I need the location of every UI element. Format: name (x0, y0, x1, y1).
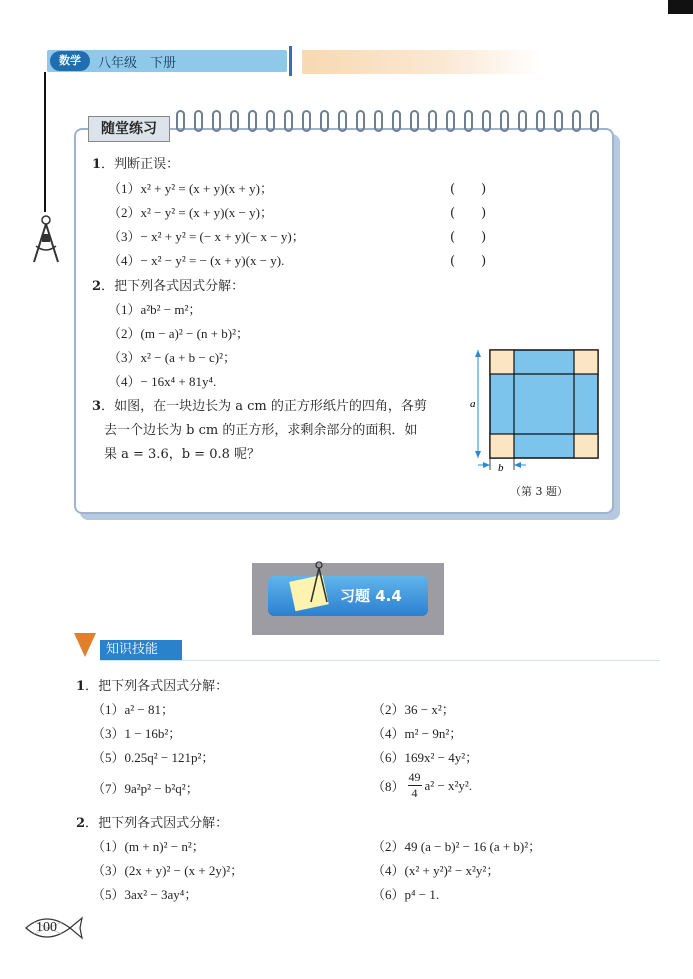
q3-line: 果 a = 3.6，b = 0.8 呢？ (104, 447, 261, 462)
figure-corner (574, 350, 598, 374)
compass-icon (306, 560, 332, 606)
spiral-ring (554, 110, 563, 132)
spiral-ring (446, 110, 455, 132)
spiral-ring (410, 110, 419, 132)
exercise-item: （3）(2x + y)² − (x + 2y)²； (92, 863, 244, 878)
spiral-ring (302, 110, 311, 132)
spiral-ring (572, 110, 581, 132)
spiral-ring (536, 110, 545, 132)
exercise-item: （5）3ax² − 3ay⁴； (92, 887, 198, 902)
exercise-item: （7）9a²p² − b²q²； (92, 781, 199, 796)
spiral-ring (374, 110, 383, 132)
question-number: 1 (92, 157, 102, 172)
spiral-ring (392, 110, 401, 132)
exercise-item: （8） 49 4 a² − x²y². (372, 770, 473, 800)
margin-line (44, 72, 46, 212)
figure-corner (490, 350, 514, 374)
spiral-ring (230, 110, 239, 132)
exercise-item: （3）1 − 16b²； (92, 726, 182, 741)
exercise-q1: 1．把下列各式因式分解： (76, 679, 229, 694)
question-number: 2 (92, 279, 102, 294)
question-stem: 把下列各式因式分解： (114, 279, 245, 294)
exercise-item: （1）(m + n)² − n²； (92, 839, 205, 854)
answer-parens: ( ) (450, 182, 487, 197)
answer-parens: ( ) (450, 230, 487, 245)
grade-label: 八年级 下册 (98, 56, 177, 71)
spiral-ring (212, 110, 221, 132)
figure-corner (574, 434, 598, 458)
spiral-ring (590, 110, 599, 132)
practice-q1-item: （2）x² − y² = (x + y)(x − y)； (108, 205, 273, 220)
section-underline (100, 660, 660, 661)
q3-line: 去一个边长为 b cm 的正方形，求剩余部分的面积．如 (104, 423, 418, 438)
question-stem: 把下列各式因式分解： (98, 816, 229, 831)
page-number: 100 (36, 920, 57, 935)
practice-q1-item: （3）− x² + y² = (− x + y)(− x − y)； (108, 229, 305, 244)
exercise-item: （4）(x² + y²)² − x²y²； (372, 863, 500, 878)
exercise-title: 习题 4.4 (340, 587, 402, 605)
exercise-item: （2）49 (a − b)² − 16 (a + b)²； (372, 839, 542, 854)
spiral-ring (284, 110, 293, 132)
fraction: 49 4 (408, 770, 421, 800)
practice-q3: 3．如图，在一块边长为 a cm 的正方形纸片的四角，各剪 去一个边长为 b cm 的正方形，求剩余部分的面积．如 果 a = 3.6，b = 0.8 呢？ (92, 399, 427, 462)
practice-q2-item: （2）(m − a)² − (n + b)²； (108, 326, 250, 341)
practice-q2-item: （3）x² − (a + b − c)²； (108, 350, 237, 365)
question-number: 3 (92, 399, 102, 414)
spiral-ring (464, 110, 473, 132)
practice-q2-item: （4）− 16x⁴ + 81y⁴. (108, 374, 217, 389)
spiral-ring (176, 110, 185, 132)
exercise-item: （5）0.25q² − 121p²； (92, 750, 215, 765)
answer-parens: ( ) (450, 254, 487, 269)
exercise-item: （6）169x² − 4y²； (372, 750, 479, 765)
exercise-item: （6）p⁴ − 1. (372, 887, 440, 902)
subject-logo: 数学 (50, 51, 90, 71)
question-number: 2 (76, 816, 86, 831)
spiral-ring (248, 110, 257, 132)
spiral-ring (320, 110, 329, 132)
diamond-icon (74, 633, 96, 657)
square-figure (468, 345, 608, 475)
practice-title: 随堂练习 (88, 116, 170, 142)
practice-q1-item: （1）x² + y² = (x + y)(x + y)； (108, 181, 273, 196)
exercise-item: （4）m² − 9n²； (372, 726, 463, 741)
exercise-item: （1）a² − 81； (92, 702, 175, 717)
exercise-q2: 2．把下列各式因式分解： (76, 816, 229, 831)
header-divider (289, 46, 292, 76)
practice-q2-item: （1）a²b² − m²； (108, 302, 202, 317)
spiral-ring (428, 110, 437, 132)
question-stem: 判断正误： (114, 157, 180, 172)
practice-q1-item: （4）− x² − y² = − (x + y)(x − y). (108, 253, 285, 268)
q3-line: 如图，在一块边长为 a cm 的正方形纸片的四角，各剪 (114, 399, 427, 414)
section-label: 知识技能 (100, 640, 182, 660)
figure-caption: （第 3 题） (510, 485, 568, 498)
spiral-ring (518, 110, 527, 132)
label-a: a (470, 398, 476, 410)
spiral-ring (500, 110, 509, 132)
spiral-ring (338, 110, 347, 132)
question-number: 1 (76, 679, 86, 694)
exercise-item: （2）36 − x²； (372, 702, 455, 717)
practice-q2: 2．把下列各式因式分解： (92, 279, 245, 294)
spiral-ring (482, 110, 491, 132)
question-stem: 把下列各式因式分解： (98, 679, 229, 694)
figure-corner (490, 434, 514, 458)
spiral-ring (266, 110, 275, 132)
label-b: b (498, 462, 504, 474)
corner-mark (668, 0, 693, 14)
compass-icon (26, 212, 66, 270)
practice-q1: 1．判断正误： (92, 157, 180, 172)
answer-parens: ( ) (450, 206, 487, 221)
spiral-ring (194, 110, 203, 132)
header-fade-band (302, 50, 542, 74)
spiral-ring (356, 110, 365, 132)
